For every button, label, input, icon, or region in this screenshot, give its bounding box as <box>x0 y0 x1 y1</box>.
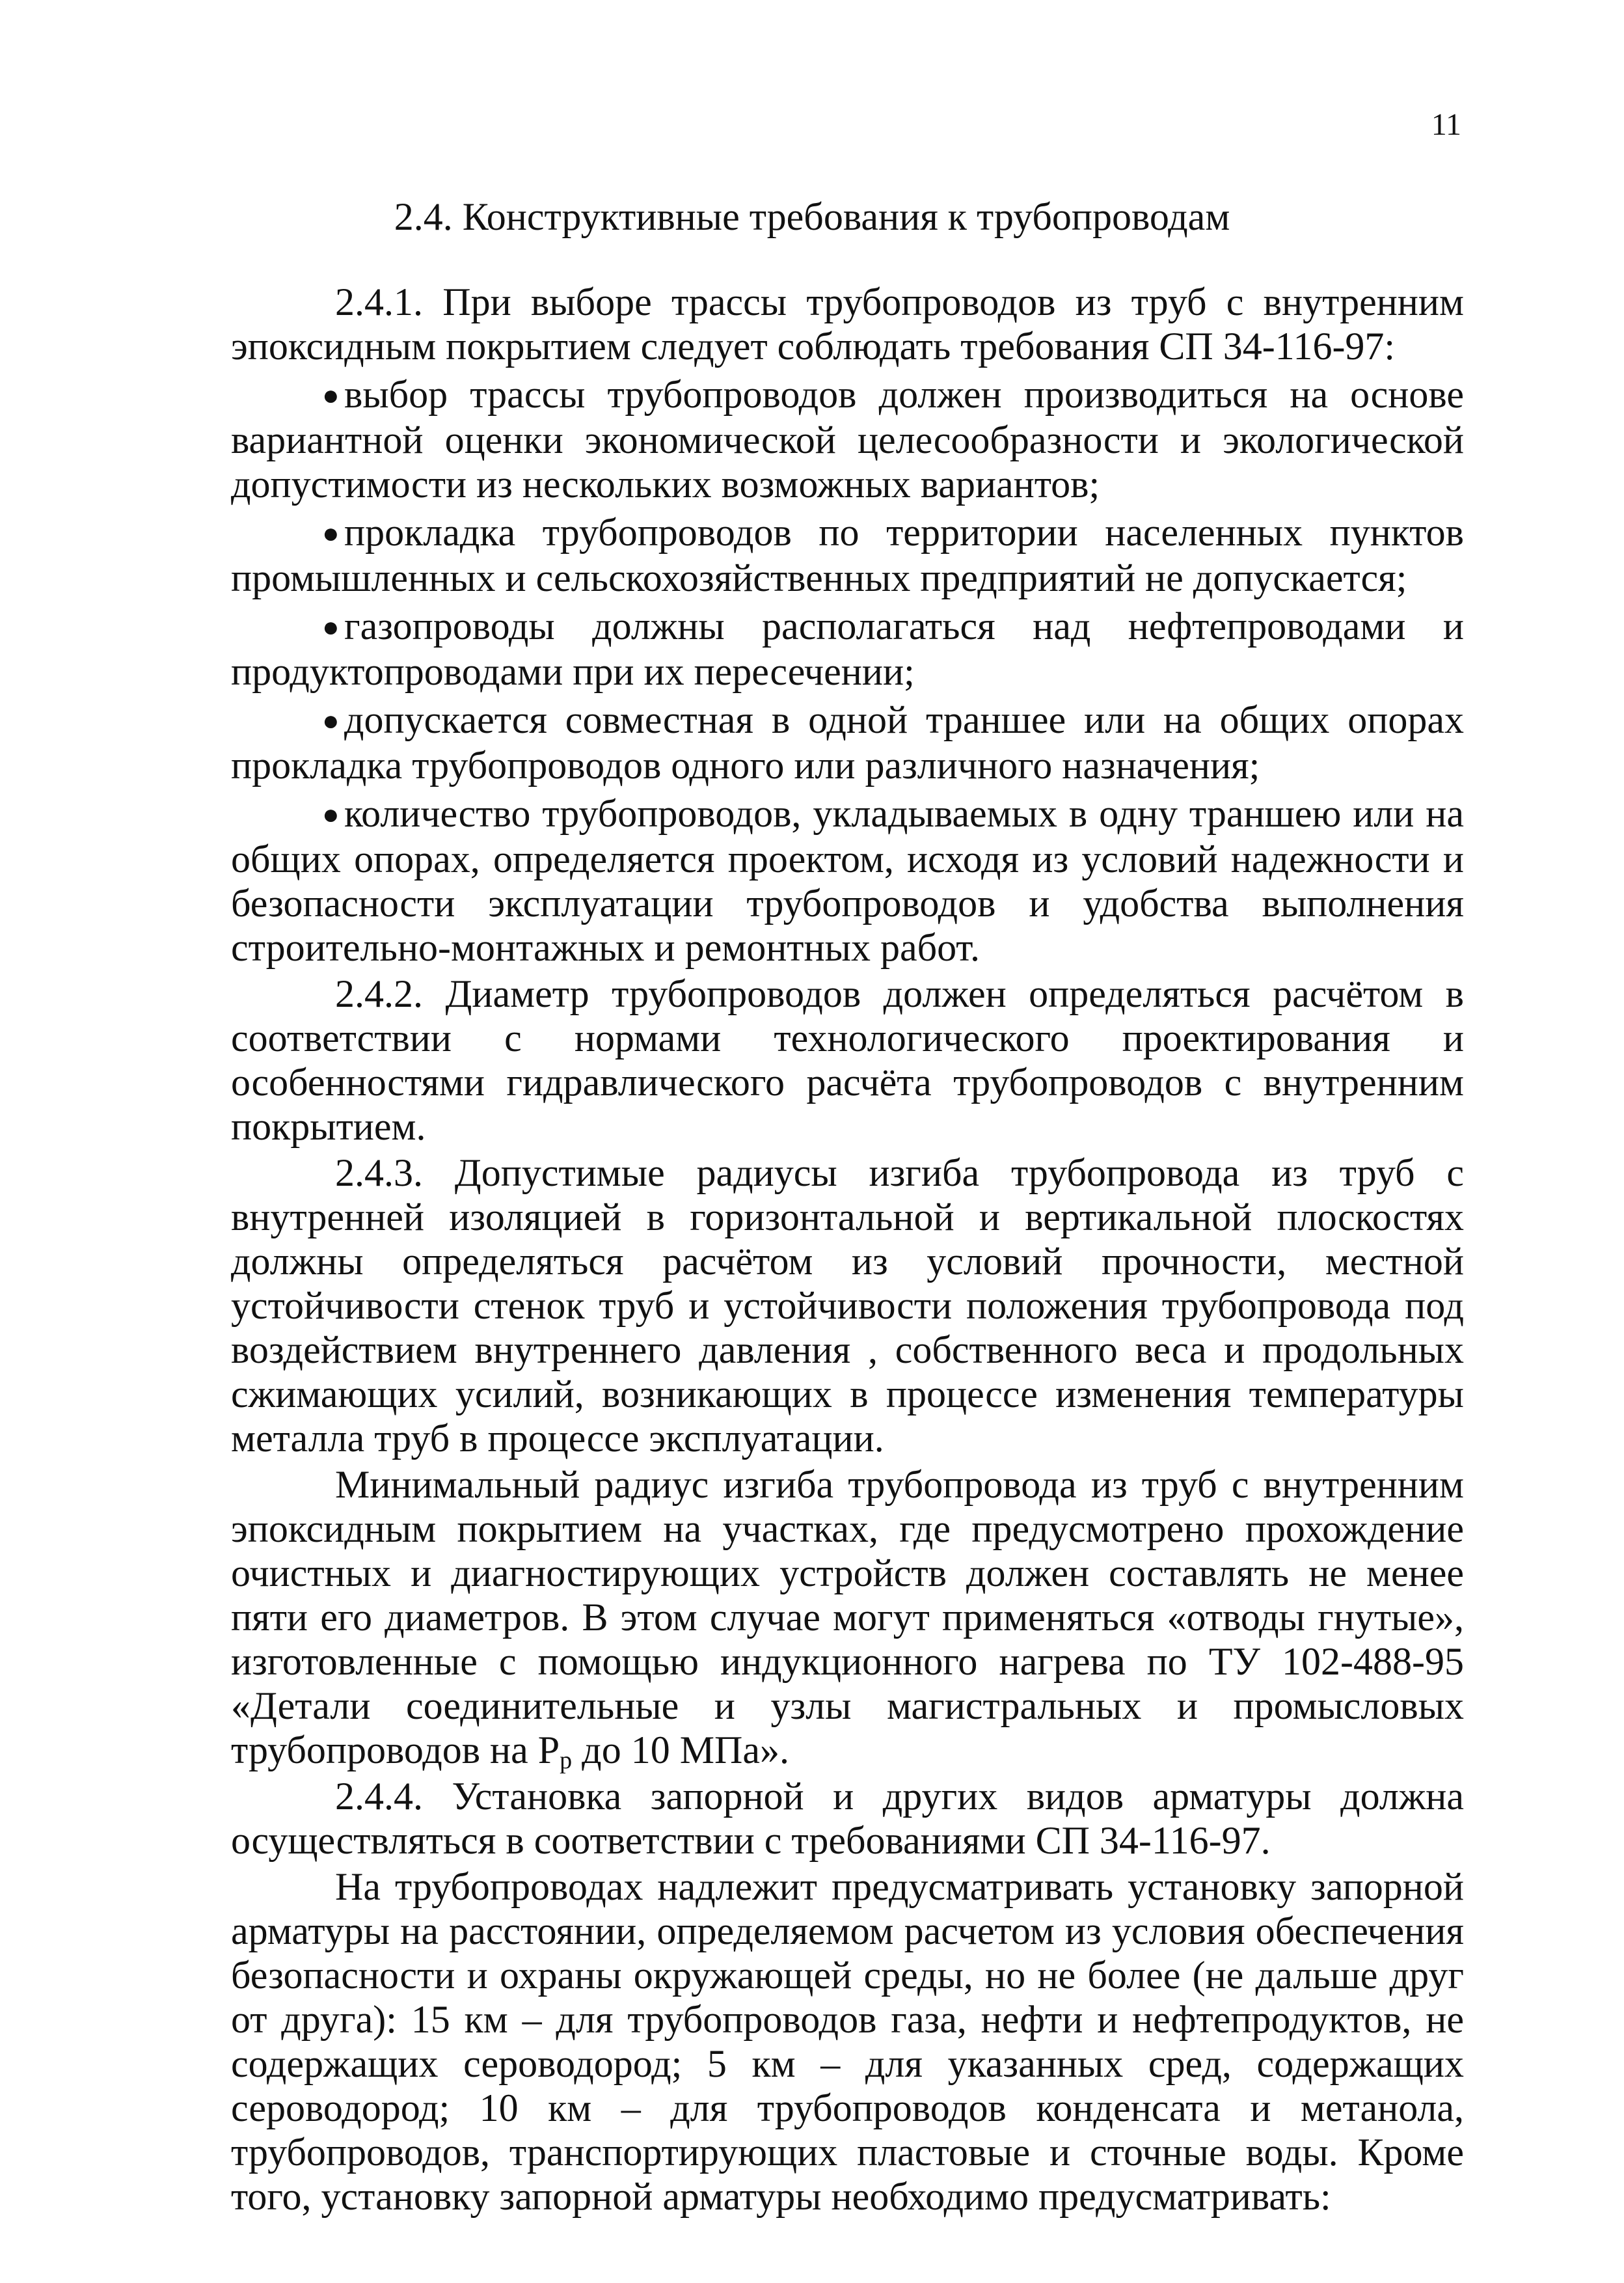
list-item-text: количество трубопроводов, укладываемых в одну траншею или на общих опорах, определяется проектом, исходя из условий надежности и безопасности эксплуатации трубопроводов и удобства выполнения строительно-монтажных и ремонтных работ. <box>231 792 1464 969</box>
pressure-subscript: р <box>560 1747 573 1774</box>
paragraph-min-bend-radius <box>231 1462 1464 1772</box>
list-item-text: газопроводы должны располагаться над нефтепроводами и продуктопроводами при их пересечении; <box>231 605 1464 693</box>
list-item <box>231 791 1464 970</box>
document-body <box>231 280 1464 2219</box>
list-item <box>231 604 1464 694</box>
paragraph-text-end: до 10 МПа». <box>572 1729 790 1771</box>
list-item-text: допускается совместная в одной траншее или на общих опорах прокладка трубопроводов одного или различного назначения; <box>231 698 1464 787</box>
bullet-icon: ● <box>322 517 340 549</box>
paragraph-valve-spacing: На трубопроводах надлежит предусматривать установку запорной арматуры на расстоянии, определяемом расчетом из условия обеспечения безопасности и охраны окружающей среды, но не более (не дальше друг от друга): 15 км – для трубопроводов газа, нефти и нефтепродуктов, не содержащих сероводород; 5 км – для указанных сред, содержащих сероводород; 10 км – для трубопроводов конденсата и метанола, трубопроводов, транспортирующих пластовые и сточные воды. Кроме того, установку запорной арматуры необходимо предусматривать: <box>231 1865 1464 2218</box>
section-title: 2.4. Конструктивные требования к трубопроводам <box>394 195 1230 238</box>
paragraph-2-4-1: 2.4.1. При выборе трассы трубопроводов из труб с внутренним эпоксидным покрытием следует соблюдать требования СП 34-116-97: <box>231 280 1464 368</box>
paragraph-2-4-4: 2.4.4. Установка запорной и других видов арматуры должна осуществляться в соответствии с требованиями СП 34-116-97. <box>231 1775 1464 1862</box>
bullet-icon: ● <box>322 379 340 411</box>
list-item <box>231 698 1464 787</box>
page-number: 11 <box>1431 107 1461 142</box>
bullet-icon: ● <box>322 799 340 830</box>
bullet-icon: ● <box>322 611 340 643</box>
list-item-text: выбор трассы трубопроводов должен производиться на основе вариантной оценки экономической целесообразности и экологической допустимости из нескольких возможных вариантов; <box>231 373 1464 506</box>
list-item <box>231 372 1464 506</box>
paragraph-text: Минимальный радиус изгиба трубопровода из труб с внутренним эпоксидным покрытием на участках, где предусмотрено прохождение очистных и диагностирующих устройств должен составлять не менее пяти его диаметров. В этом случае могут применяться «отводы гнутые», изготовленные с помощью индукционного нагрева по ТУ 102-488-95 «Детали соединительные и узлы магистральных и промысловых трубопроводов на Р <box>231 1463 1464 1771</box>
list-item <box>231 510 1464 600</box>
list-item-text: прокладка трубопроводов по территории населенных пунктов промышленных и сельскохозяйственных предприятий не допускается; <box>231 511 1464 599</box>
paragraph-2-4-3: 2.4.3. Допустимые радиусы изгиба трубопровода из труб с внутренней изоляцией в горизонтальной и вертикальной плоскостях должны определяться расчётом из условий прочности, местной устойчивости стенок труб и устойчивости положения трубопровода под воздействием внутреннего давления , собственного веса и продольных сжимающих усилий, возникающих в процессе изменения температуры металла труб в процессе эксплуатации. <box>231 1151 1464 1460</box>
paragraph-2-4-2: 2.4.2. Диаметр трубопроводов должен определяться расчётом в соответствии с нормами технологического проектирования и особенностями гидравлического расчёта трубопроводов с внутренним покрытием. <box>231 972 1464 1148</box>
bullet-icon: ● <box>322 705 340 737</box>
